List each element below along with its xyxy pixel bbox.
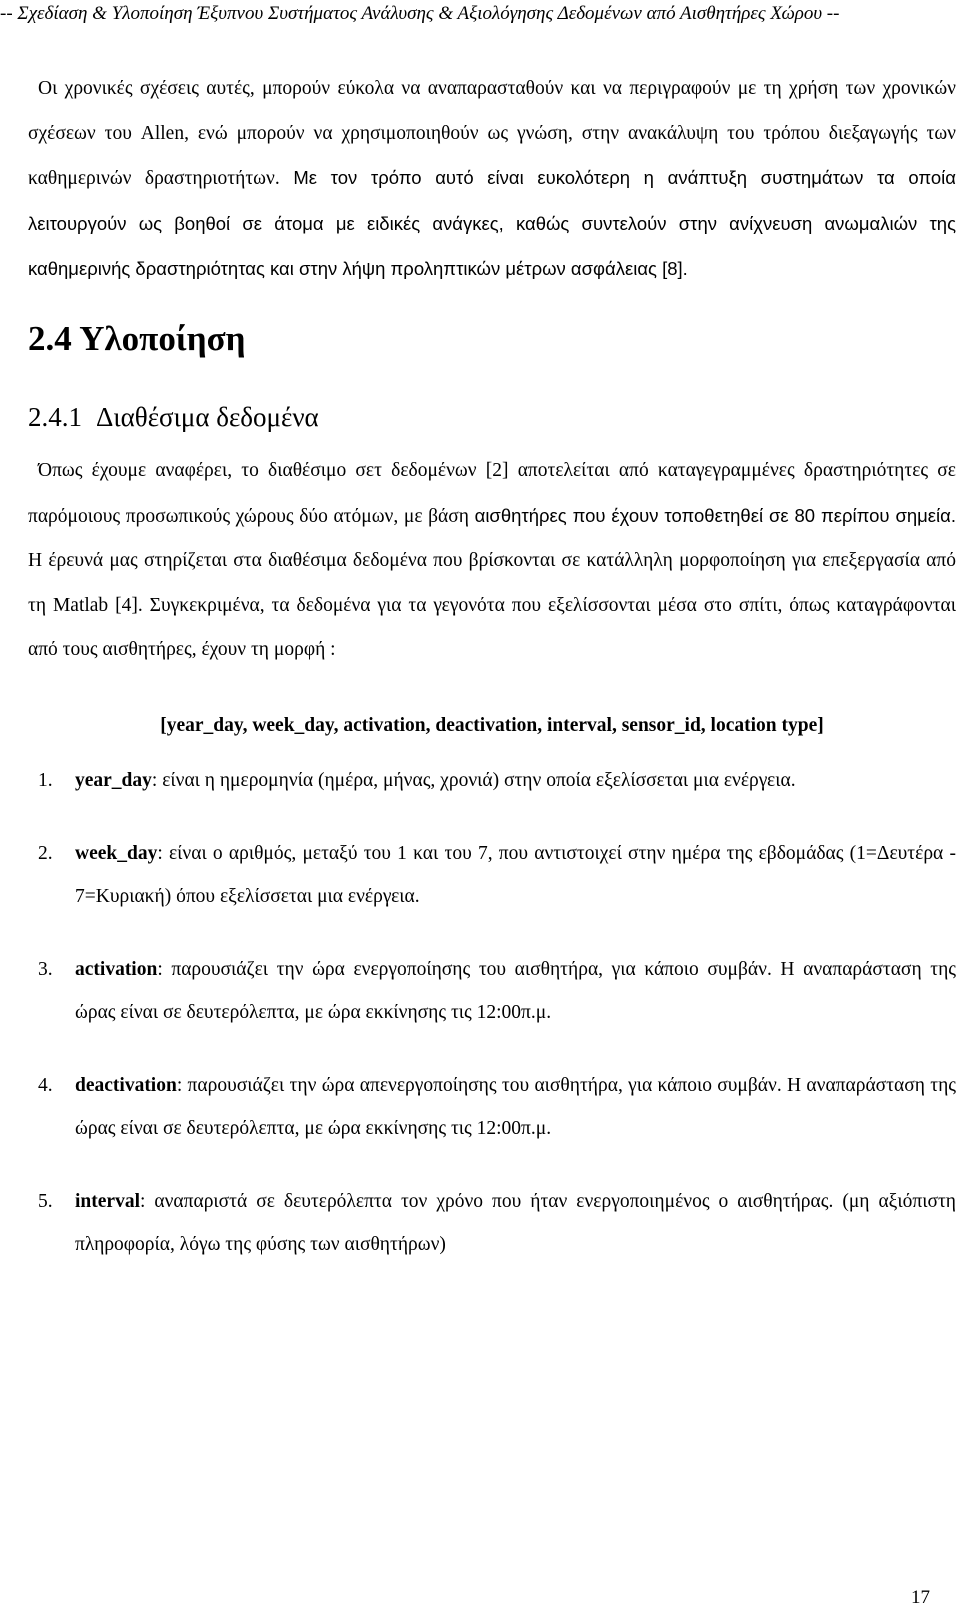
list-item [28,1180,956,1266]
data-paragraph [28,449,956,673]
field-description: : είναι η ημερομηνία (ημέρα, μήνας, χρονιά) στην οποία εξελίσσεται μια ενέργεια. [151,769,796,791]
data-text-part3: Η έρευνά μας στηρίζεται στα διαθέσιμα δεδομένα που βρίσκονται σε κατάλληλη μορφοποίηση για επεξεργασία από τη Matlab [4]. Συγκεκριμένα, τα δεδομένα για τα γεγονότα που εξελίσσονται μέσα στο σπίτι, όπως καταγράφονται από τους αισθητήρες, έχουν τη μορφή : [28,550,956,661]
intro-paragraph [28,67,956,293]
intro-text-sans: Με τον τρόπο αυτό είναι ευκολότερη η ανάπτυξη συστημάτων τα οποία λειτουργούν ως βοηθοί σε άτομα με ειδικές ανάγκες, καθώς συντελούν στην ανίχνευση ανωμαλιών της καθημερινής δραστηριότητας και στην λήψη προληπτικών μέτρων ασφάλειας [8]. [28,167,956,280]
data-text-part2: αισθητήρες που έχουν τοποθετηθεί σε 80 περίπου σημεία. [474,504,957,526]
item-number: 4. [38,1074,53,1096]
list-item [28,759,956,802]
item-number: 2. [38,842,53,864]
field-description: : παρουσιάζει την ώρα ενεργοποίησης του αισθητήρα, για κάποιο συμβάν. Η αναπαράσταση της ώρας είναι σε δευτερόλεπτα, με ώρα εκκίνησης τις 12:00π.μ. [75,958,956,1023]
list-item [28,948,956,1034]
item-number: 3. [38,958,53,980]
field-name: deactivation [75,1074,177,1096]
field-name: week_day [75,842,158,864]
section-heading [28,309,956,369]
field-description: : παρουσιάζει την ώρα απενεργοποίησης του αισθητήρα, για κάποιο συμβάν. Η αναπαράσταση της ώρας είναι σε δευτερόλεπτα, με ώρα εκκίνησης τις 12:00π.μ. [75,1074,956,1139]
record-format: [year_day, week_day, activation, deactivation, interval, sensor_id, location type] [160,714,824,736]
subsection-heading [28,393,956,441]
data-text-part1: Όπως έχουμε αναφέρει, το διαθέσιμο σετ δεδομένων [2] αποτελείται από καταγεγραμμένες δραστηριότητες σε παρόμοιους προσωπικούς χώρους δύο ατόμων, με βάση [28,459,956,527]
intro-text-serif: Οι χρονικές σχέσεις αυτές, μπορούν εύκολα να αναπαρασταθούν και να περιγραφούν με τη χρήση των χρονικών σχέσεων του Allen, ενώ μπορούν να χρησιμοποιηθούν ως γνώση, στην ανακάλυψη του τρόπου διεξαγωγής των καθημερινών δραστηριοτήτων. [28,78,956,190]
page-content [28,67,956,1296]
item-number: 5. [38,1190,53,1212]
list-item [28,1064,956,1150]
running-header: -- Σχεδίαση & Υλοποίηση Έξυπνου Συστήματος Ανάλυσης & Αξιολόγησης Δεδομένων από Αισθητήρες Χώρου -- [0,3,840,24]
section-title: Υλοποίηση [79,318,246,358]
section-number: 2.4 [28,318,72,358]
field-name: activation [75,958,158,980]
field-description: : είναι ο αριθμός, μεταξύ του 1 και του 7, που αντιστοιχεί στην ημέρα της εβδομάδας (1=Δευτέρα - 7=Κυριακή) όπου εξελίσσεται μια ενέργεια. [75,842,956,907]
page-number: 17 [911,1587,930,1608]
field-name: year_day [75,769,152,791]
field-description: : αναπαριστά σε δευτερόλεπτα τον χρόνο που ήταν ενεργοποιημένος ο αισθητήρας. (μη αξιόπιστη πληροφορία, λόγω της φύσης των αισθητήρων) [75,1190,956,1255]
subsection-title: Διαθέσιμα δεδομένα [96,401,319,432]
field-name: interval [75,1190,140,1212]
subsection-number: 2.4.1 [28,401,82,432]
list-item [28,832,956,918]
item-number: 1. [38,769,53,791]
field-list [28,759,956,1266]
